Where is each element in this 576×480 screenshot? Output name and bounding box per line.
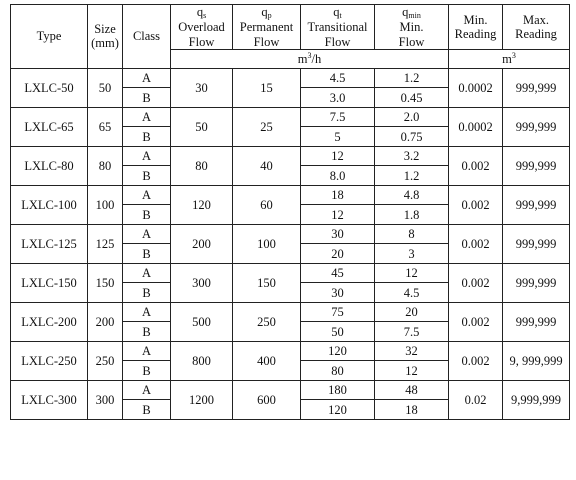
cell-class: B	[123, 400, 171, 420]
cell-qs: 800	[171, 341, 233, 380]
cell-qmin: 48	[375, 380, 449, 400]
cell-qt: 120	[301, 400, 375, 420]
cell-size: 125	[88, 224, 123, 263]
cell-size: 80	[88, 146, 123, 185]
table-row	[11, 107, 570, 127]
cell-min-reading: 0.002	[449, 185, 503, 224]
cell-qt: 3.0	[301, 88, 375, 108]
cell-qmin: 12	[375, 361, 449, 381]
cell-qs: 30	[171, 68, 233, 107]
cell-max-reading: 999,999	[503, 224, 570, 263]
cell-qmin: 1.2	[375, 166, 449, 186]
cell-class: A	[123, 380, 171, 400]
qp-label-1: Permanent	[239, 20, 294, 35]
min-reading-line1: Min.	[463, 12, 488, 27]
cell-size: 200	[88, 302, 123, 341]
max-reading-line1: Max.	[522, 12, 550, 27]
cell-size: 65	[88, 107, 123, 146]
table-row	[11, 341, 570, 361]
reading-unit-exp: 3	[511, 51, 516, 61]
cell-qmin: 4.8	[375, 185, 449, 205]
cell-qmin: 3	[375, 244, 449, 264]
cell-qs: 500	[171, 302, 233, 341]
header-row	[11, 5, 570, 50]
table-row	[11, 185, 570, 205]
header-size	[88, 5, 123, 69]
cell-class: B	[123, 127, 171, 147]
cell-qmin: 2.0	[375, 107, 449, 127]
qt-label-2: Flow	[324, 34, 351, 49]
flow-unit-suffix: /h	[311, 52, 322, 67]
cell-class: B	[123, 205, 171, 225]
qmin-label-1: Min.	[399, 20, 424, 35]
cell-min-reading: 0.0002	[449, 68, 503, 107]
cell-max-reading: 999,999	[503, 185, 570, 224]
min-reading-line2: Reading	[454, 26, 497, 41]
reading-units-cell	[449, 49, 570, 68]
cell-type: LXLC-300	[11, 380, 88, 419]
cell-qt: 12	[301, 146, 375, 166]
header-qp	[233, 5, 301, 50]
cell-class: A	[123, 302, 171, 322]
cell-qt: 5	[301, 127, 375, 147]
cell-size: 250	[88, 341, 123, 380]
cell-qmin: 1.8	[375, 205, 449, 225]
table-row	[11, 263, 570, 283]
cell-type: LXLC-150	[11, 263, 88, 302]
header-class: Class	[123, 5, 171, 69]
cell-qt: 45	[301, 263, 375, 283]
cell-type: LXLC-65	[11, 107, 88, 146]
cell-max-reading: 999,999	[503, 68, 570, 107]
cell-min-reading: 0.002	[449, 302, 503, 341]
cell-qs: 300	[171, 263, 233, 302]
header-size-line2: (mm)	[91, 36, 119, 51]
qs-label-2: Flow	[188, 34, 215, 49]
cell-min-reading: 0.002	[449, 263, 503, 302]
table-body	[11, 68, 570, 419]
cell-qt: 180	[301, 380, 375, 400]
cell-qmin: 0.75	[375, 127, 449, 147]
cell-qs: 120	[171, 185, 233, 224]
cell-qmin: 0.45	[375, 88, 449, 108]
water-meter-spec-table	[10, 4, 570, 420]
cell-class: A	[123, 341, 171, 361]
header-qt	[301, 5, 375, 50]
cell-min-reading: 0.0002	[449, 107, 503, 146]
cell-max-reading: 999,999	[503, 263, 570, 302]
cell-qt: 20	[301, 244, 375, 264]
cell-qp: 60	[233, 185, 301, 224]
qmin-label-2: Flow	[398, 34, 425, 49]
cell-qmin: 32	[375, 341, 449, 361]
cell-class: A	[123, 185, 171, 205]
cell-min-reading: 0.002	[449, 224, 503, 263]
cell-class: B	[123, 166, 171, 186]
cell-size: 150	[88, 263, 123, 302]
cell-max-reading: 9, 999,999	[503, 341, 570, 380]
header-type: Type	[11, 5, 88, 69]
cell-qt: 12	[301, 205, 375, 225]
cell-qs: 80	[171, 146, 233, 185]
header-max-reading	[503, 5, 570, 50]
cell-qt: 30	[301, 283, 375, 303]
table-row	[11, 380, 570, 400]
qp-label-2: Flow	[253, 34, 280, 49]
header-size-line1: Size	[94, 22, 116, 37]
cell-qt: 7.5	[301, 107, 375, 127]
cell-size: 50	[88, 68, 123, 107]
cell-qp: 250	[233, 302, 301, 341]
cell-qmin: 7.5	[375, 322, 449, 342]
cell-qmin: 20	[375, 302, 449, 322]
cell-qmin: 8	[375, 224, 449, 244]
cell-qp: 150	[233, 263, 301, 302]
table-row	[11, 146, 570, 166]
cell-max-reading: 999,999	[503, 107, 570, 146]
cell-class: B	[123, 283, 171, 303]
table-row	[11, 302, 570, 322]
cell-qt: 50	[301, 322, 375, 342]
cell-class: A	[123, 107, 171, 127]
cell-type: LXLC-250	[11, 341, 88, 380]
cell-qt: 30	[301, 224, 375, 244]
max-reading-line2: Reading	[515, 26, 557, 41]
cell-size: 100	[88, 185, 123, 224]
cell-type: LXLC-125	[11, 224, 88, 263]
table-row	[11, 68, 570, 88]
cell-size: 300	[88, 380, 123, 419]
cell-class: A	[123, 224, 171, 244]
qs-label-1: Overload	[178, 20, 225, 35]
cell-qmin: 4.5	[375, 283, 449, 303]
cell-min-reading: 0.002	[449, 341, 503, 380]
header-qmin	[375, 5, 449, 50]
qt-symbol: $q_t$	[333, 5, 342, 20]
cell-class: B	[123, 322, 171, 342]
cell-class: B	[123, 244, 171, 264]
cell-qp: 600	[233, 380, 301, 419]
cell-qmin: 1.2	[375, 68, 449, 88]
cell-type: LXLC-50	[11, 68, 88, 107]
cell-qmin: 18	[375, 400, 449, 420]
cell-type: LXLC-200	[11, 302, 88, 341]
cell-qt: 75	[301, 302, 375, 322]
cell-qs: 200	[171, 224, 233, 263]
qs-symbol: $q_s$	[196, 5, 207, 20]
qp-symbol: $q_p$	[261, 5, 272, 20]
cell-qs: 50	[171, 107, 233, 146]
cell-qp: 100	[233, 224, 301, 263]
cell-class: A	[123, 263, 171, 283]
header-min-reading	[449, 5, 503, 50]
cell-qt: 8.0	[301, 166, 375, 186]
cell-class: B	[123, 88, 171, 108]
cell-qt: 4.5	[301, 68, 375, 88]
cell-type: LXLC-80	[11, 146, 88, 185]
header-qs	[171, 5, 233, 50]
qt-label-1: Transitional	[307, 20, 368, 35]
cell-qp: 400	[233, 341, 301, 380]
cell-qp: 15	[233, 68, 301, 107]
cell-qp: 25	[233, 107, 301, 146]
cell-qt: 80	[301, 361, 375, 381]
qmin-symbol: $q_{min}$	[402, 5, 421, 20]
cell-max-reading: 9,999,999	[503, 380, 570, 419]
cell-min-reading: 0.002	[449, 146, 503, 185]
cell-class: A	[123, 146, 171, 166]
cell-class: B	[123, 361, 171, 381]
cell-qt: 120	[301, 341, 375, 361]
reading-unit-base: m	[502, 52, 512, 67]
cell-qt: 18	[301, 185, 375, 205]
table-row	[11, 224, 570, 244]
cell-max-reading: 999,999	[503, 146, 570, 185]
cell-min-reading: 0.02	[449, 380, 503, 419]
cell-qp: 40	[233, 146, 301, 185]
flow-unit-exp: 3	[307, 51, 312, 61]
cell-type: LXLC-100	[11, 185, 88, 224]
cell-qmin: 12	[375, 263, 449, 283]
table-header	[11, 5, 570, 69]
cell-qmin: 3.2	[375, 146, 449, 166]
cell-qs: 1200	[171, 380, 233, 419]
flow-units-cell	[171, 49, 449, 68]
cell-class: A	[123, 68, 171, 88]
flow-unit-base: m	[297, 52, 308, 67]
cell-max-reading: 999,999	[503, 302, 570, 341]
